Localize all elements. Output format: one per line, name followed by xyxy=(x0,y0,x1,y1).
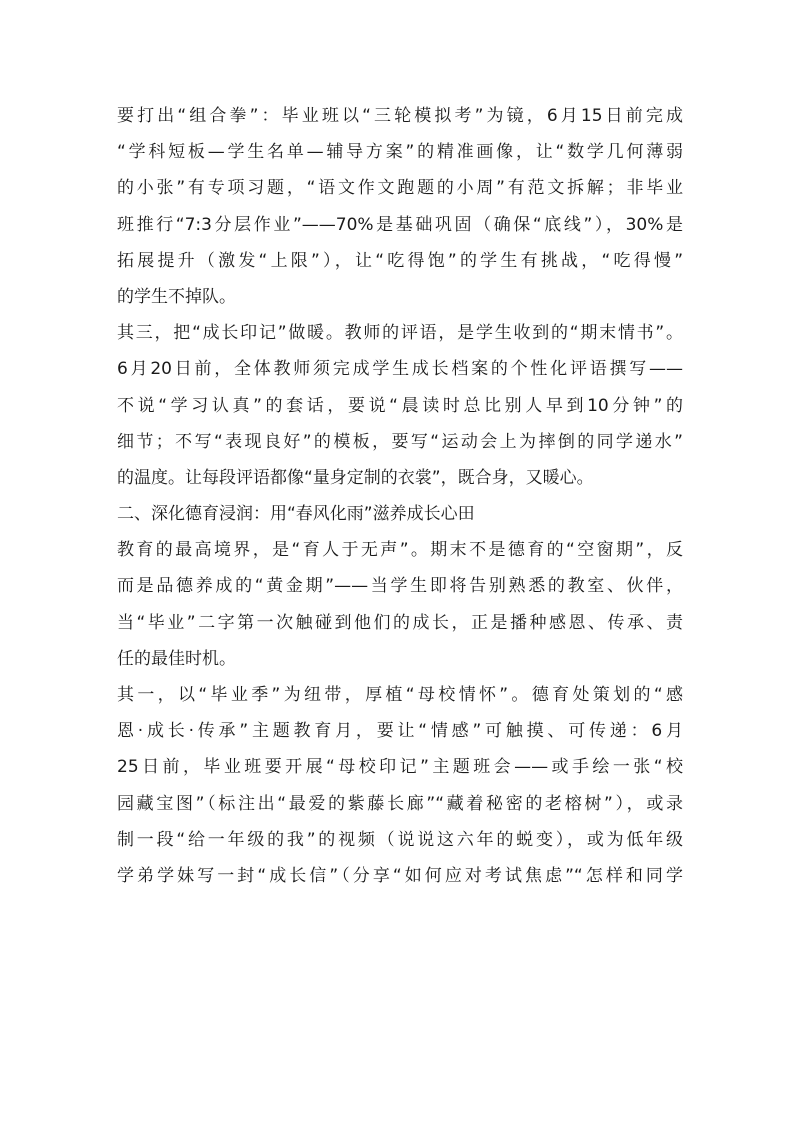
text-line: 园藏宝图”（标注出“最爱的紫藤长廊”“藏着秘密的老榕树”），或录 xyxy=(117,793,683,814)
text-line: 学弟学妹写一封“成长信”（分享“如何应对考试焦虑”“怎样和同学 xyxy=(117,865,683,886)
text-line: 拓展提升（激发“上限”），让“吃得饱”的学生有挑战，“吃得慢” xyxy=(117,250,683,271)
text-line: 的小张”有专项习题，“语文作文跑题的小周”有范文拆解；非毕业 xyxy=(117,178,683,199)
text-line: 25日前，毕业班要开展“母校印记”主题班会——或手绘一张“校 xyxy=(117,757,683,778)
text-line: 其一，以“毕业季”为纽带，厚植“母校情怀”。德育处策划的“感 xyxy=(117,685,683,705)
text-line: 的学生不掉队。 xyxy=(117,286,236,307)
text-line: 不说“学习认真”的套话，要说“晨读时总比别人早到10分钟”的 xyxy=(117,395,683,416)
text-line: 其三，把“成长印记”做暖。教师的评语，是学生收到的“期末情书”。 xyxy=(117,323,683,344)
text-line: 教育的最高境界，是“育人于无声”。期末不是德育的“空窗期”，反 xyxy=(117,540,683,561)
text-line: 任的最佳时机。 xyxy=(117,648,236,669)
text-line: 当“毕业”二字第一次触碰到他们的成长，正是播种感恩、传承、责 xyxy=(117,612,683,633)
body-text xyxy=(117,98,683,894)
text-line: 班推行“7:3分层作业”——70%是基础巩固（确保“底线”），30%是 xyxy=(117,214,683,235)
text-line: 而是品德养成的“黄金期”——当学生即将告别熟悉的教室、伙伴， xyxy=(117,576,683,597)
text-line: 的温度。让每段评语都像“量身定制的衣裳”，既合身，又暖心。 xyxy=(117,467,594,488)
text-line: 制一段“给一年级的我”的视频（说说这六年的蜕变），或为低年级 xyxy=(117,829,683,850)
text-line: 6月20日前，全体教师须完成学生成长档案的个性化评语撰写—— xyxy=(117,359,683,380)
text-line: “学科短板—学生名单—辅导方案”的精准画像，让“数学几何薄弱 xyxy=(117,142,683,163)
section-heading: 二、深化德育浸润：用“春风化雨”滋养成长心田 xyxy=(117,504,475,525)
text-line: 要打出“组合拳”：毕业班以“三轮模拟考”为镜，6月15日前完成 xyxy=(117,106,683,126)
text-line: 恩·成长·传承”主题教育月，要让“情感”可触摸、可传递：6月 xyxy=(117,721,683,742)
text-line: 细节；不写“表现良好”的模板，要写“运动会上为摔倒的同学递水” xyxy=(117,431,683,452)
